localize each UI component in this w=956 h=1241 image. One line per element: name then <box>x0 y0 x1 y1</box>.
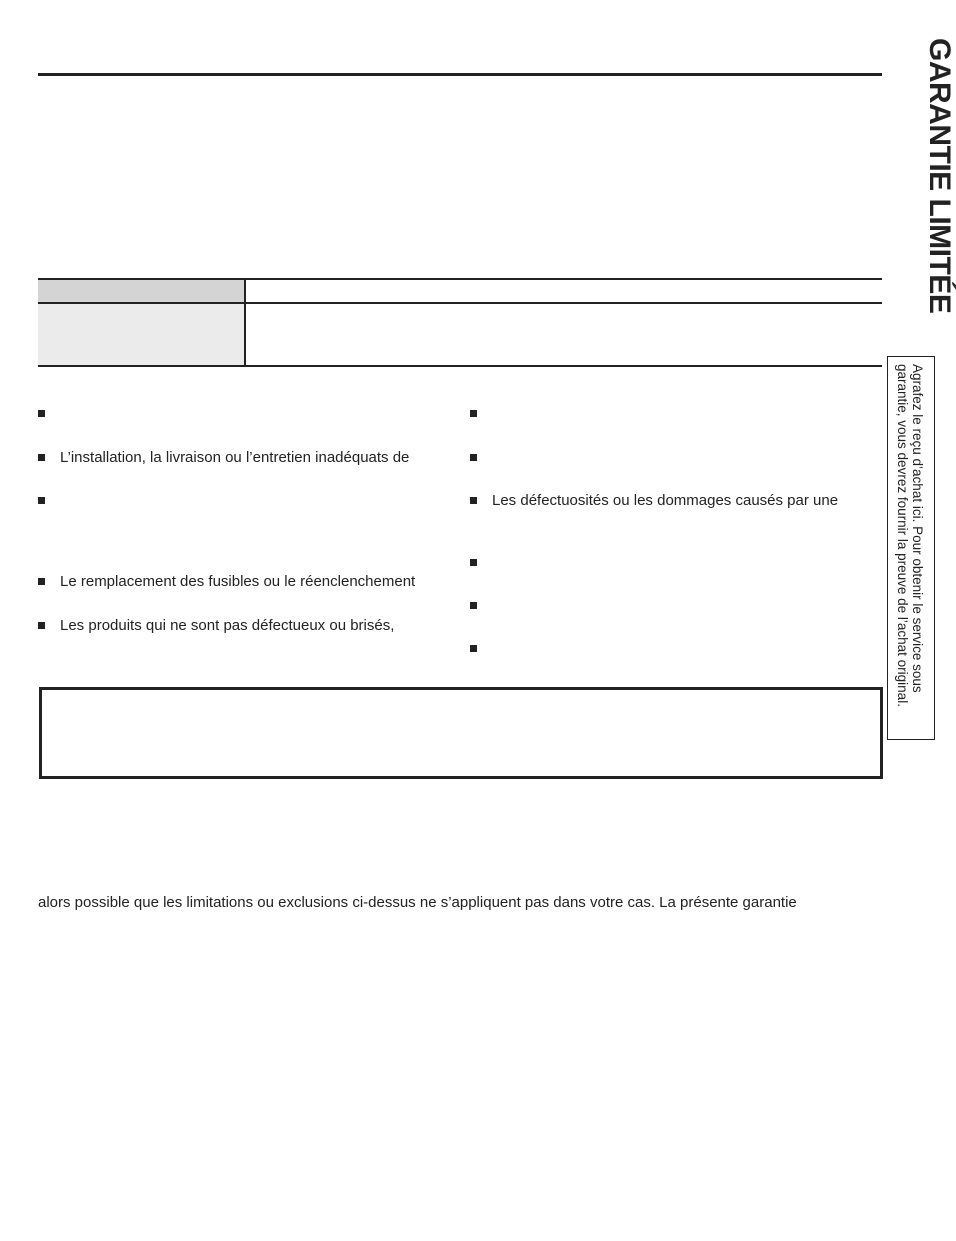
bullet-square-icon <box>470 602 477 609</box>
bullet-square-icon <box>470 559 477 566</box>
table-header-border <box>38 302 882 304</box>
bullet-square-icon <box>470 497 477 504</box>
table-bottom-border <box>38 365 882 367</box>
bullet-square-icon <box>38 622 45 629</box>
staple-note-line-2: garantie, vous devrez fournir la preuve de l’achat original. <box>895 364 910 707</box>
table-column-divider <box>244 280 246 365</box>
table-top-border <box>38 278 882 280</box>
notice-box <box>39 687 883 779</box>
table-body-cell <box>38 304 244 365</box>
staple-note <box>895 364 925 707</box>
bullet-square-icon <box>38 410 45 417</box>
bullet-square-icon <box>470 454 477 461</box>
bullet-square-icon <box>38 578 45 585</box>
staple-note-line-1: Agrafez le reçu d’achat ici. Pour obtenir le service sous <box>910 364 925 693</box>
table-header-cell <box>38 280 244 302</box>
footer-paragraph-line: alors possible que les limitations ou exclusions ci-dessus ne s’appliquent pas dans votre cas. La présente garantie <box>38 894 797 911</box>
bullet-square-icon <box>38 454 45 461</box>
staple-receipt-box <box>887 356 935 740</box>
section-title: GARANTIE LIMITÉE <box>923 38 956 314</box>
bullet-square-icon <box>470 645 477 652</box>
warranty-period-table <box>38 278 882 368</box>
bullet-square-icon <box>470 410 477 417</box>
top-rule <box>38 73 882 76</box>
bullet-square-icon <box>38 497 45 504</box>
